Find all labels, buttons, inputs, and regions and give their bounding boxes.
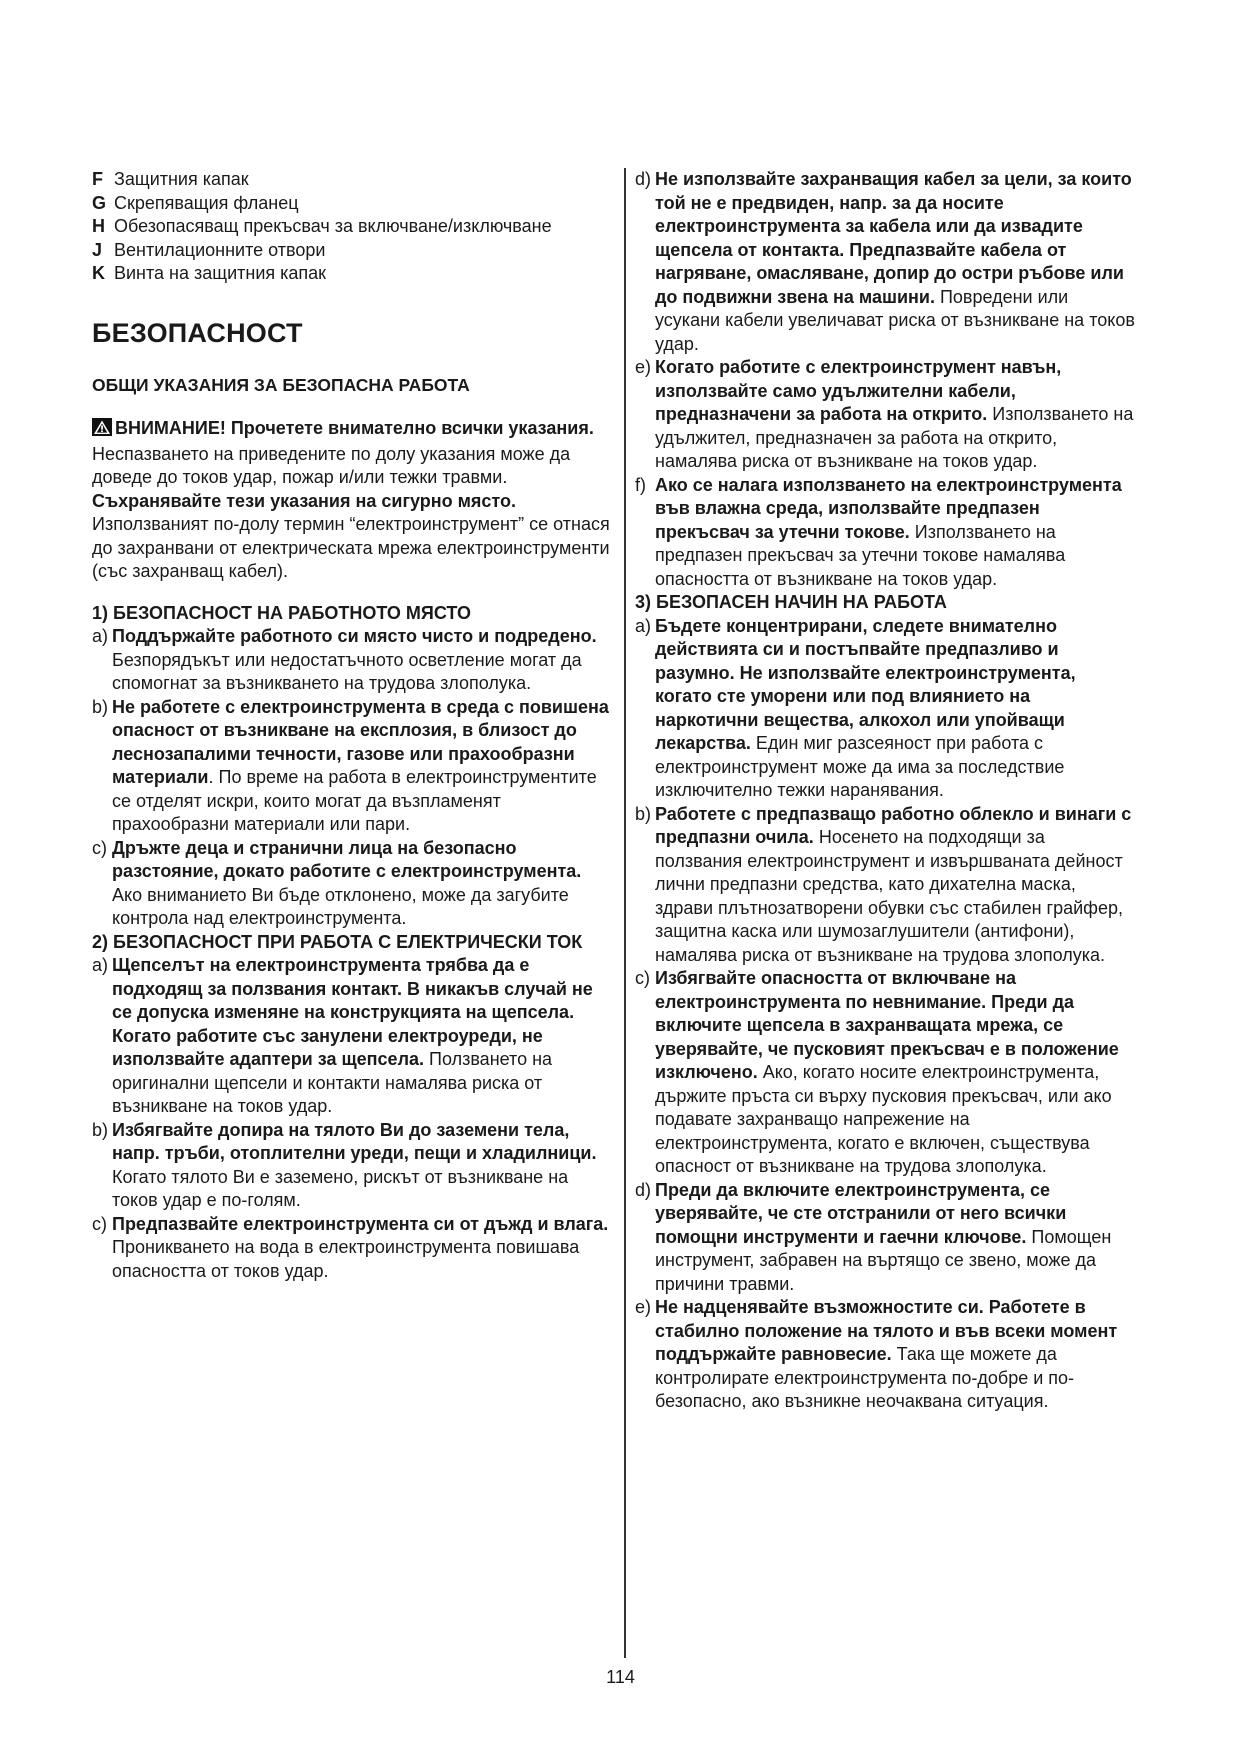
warning-triangle-icon xyxy=(92,418,112,443)
list-item: c) Избягвайте опасността от включване на електроинструмента по невнимание. Преди да включите щепсела в захранващата мрежа, се уверявайте, че пусковият прекъсвач е в положение изключено. Ако, когато носите електроинструмента, държите пръста си върху пусковия прекъсвач, или ако подавате захранващо напрежение на електроинструмента, когато е включен, съществува опасност от възникване на трудова злополука. xyxy=(635,968,1119,1176)
legend-item: F Защитния капак xyxy=(92,169,249,189)
list-item: b) Не работете с електроинструмента в среда с повишена опасност от възникване на експлозия, в близост до леснозапалими течности, газове или прахообразни материали. По време на работа в електроинструментите се отделят искри, които могат да възпламенят прахообразни материали или пари. xyxy=(92,696,609,834)
list-item: b) Работете с предпазващо работно облекло и винаги с предпазни очила. Носенето на подходящи за ползвания електроинструмент и извършваната дейност лични предпазни средства, като дихателна маска, здрави плътнозатворени обувки със стабилен грайфер, защитна каска или шумозаглушители (антифони), намалява риска от възникване на трудова злополука. xyxy=(635,803,1132,965)
legend-item: H Обезопасяващ прекъсвач за включване/изключване xyxy=(92,216,552,236)
right-column xyxy=(635,168,1135,1414)
list-item: f) Ако се налага използването на електроинструмента във влажна среда, използвайте предпазен прекъсвач за утечни токове. Използването на предпазен прекъсвач за утечни токове намалява опасността от възникване на токов удар. xyxy=(635,474,1122,589)
column-divider xyxy=(624,168,626,1658)
legend-item: G Скрепяващия фланец xyxy=(92,192,299,213)
list-item: c) Предпазвайте електроинструмента си от дъжд и влага. Проникването на вода в електроинструмента повишава опасността от токов удар. xyxy=(92,1213,609,1281)
list-item: d) Преди да включите електроинструмента, се уверявайте, че сте отстранили от него всички помощни инструменти и гаечни ключове. Помощен инструмент, забравен на въртящо се звено, може да причини травми. xyxy=(635,1179,1112,1294)
page-number: 114 xyxy=(606,1667,635,1687)
section-heading: 3) БЕЗОПАСЕН НАЧИН НА РАБОТА xyxy=(635,592,947,612)
list-item: d) Не използвайте захранващия кабел за цели, за които той не е предвиден, напр. за да носите електроинструмента за кабела или да извадите щепсела от контакта. Предпазвайте кабела от нагряване, омасляване, допир до остри ръбове или до подвижни звена на машини. Повредени или усукани кабели увеличават риска от възникване на токов удар. xyxy=(635,169,1135,354)
list-item: e) Не надценявайте възможностите си. Работете в стабилно положение на тялото и във всеки момент поддържайте равновесие. Така ще можете да контролирате електроинструмента по-добре и по-безопасно, ако възникне неочаквана ситуация. xyxy=(635,1297,1118,1411)
list-item: a) Бъдете концентрирани, следете внимателно действията си и постъпвайте предпазливо и разумно. Не използвайте електроинструмента, когато сте уморени или под влиянието на наркотични вещества, алкохол или упойващи лекарства. Един миг разсеяност при работа с електроинструмент може да има за последствие изключително тежки наранявания. xyxy=(635,615,1076,800)
section-heading: 2) БЕЗОПАСНОСТ ПРИ РАБОТА С ЕЛЕКТРИЧЕСКИ ТОК xyxy=(92,931,583,952)
list-item: a) Щепселът на електроинструмента трябва да е подходящ за ползвания контакт. В никакъв случай не се допуска изменяне на конструкцията на щепсела. Когато работите със занулени електроуреди, не използвайте адаптери за щепсела. Ползването на оригинални щепсели и контакти намалява риска от възникване на токов удар. xyxy=(92,955,593,1116)
section-subtitle: ОБЩИ УКАЗАНИЯ ЗА БЕЗОПАСНА РАБОТА xyxy=(92,374,470,395)
list-item: c) Дръжте деца и странични лица на безопасно разстояние, докато работите с електроинструмента. Ако вниманието Ви бъде отклонено, може да загубите контрола над електроинструмента. xyxy=(92,837,582,928)
list-item: b) Избягвайте допира на тялото Ви до заземени тела, напр. тръби, отоплителни уреди, пещи и хладилници. Когато тялото Ви е заземено, рискът от възникване на токов удар е по-голям. xyxy=(92,1119,597,1210)
left-column xyxy=(92,168,614,1283)
page-title: БЕЗОПАСНОСТ xyxy=(92,317,303,348)
legend-item: J Вентилационните отвори xyxy=(92,239,326,260)
warning-paragraph: ВНИМАНИЕ! Прочетете внимателно всички указания. Неспазването на приведените по долу указания може да доведе до токов удар, пожар и/или тежки травми. Съхранявайте тези указания на сигурно място. Използваният по-долу термин “електроинструмент” се отнася до захранвани от електрическата мрежа електроинструменти (със захранващ кабел). xyxy=(92,418,610,581)
legend-list xyxy=(92,168,614,286)
list-item: a) Поддържайте работното си място чисто и подредено. Безпорядъкът или недостатъчното осветление могат да спомогнат за възникването на трудова злополука. xyxy=(92,626,597,693)
list-item: e) Когато работите с електроинструмент навън, използвайте само удължителни кабели, предназначени за работа на открито. Използването на удължител, предназначен за работа на открито, намалява риска от възникване на токов удар. xyxy=(635,357,1134,471)
section-heading: 1) БЕЗОПАСНОСТ НА РАБОТНОТО МЯСТО xyxy=(92,602,471,623)
legend-item: K Винта на защитния капак xyxy=(92,263,327,283)
